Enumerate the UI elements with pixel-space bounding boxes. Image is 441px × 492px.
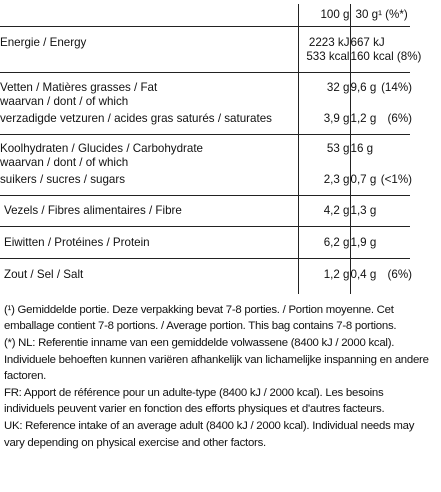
footnote-fr: FR: Apport de référence pour un adulte-type (8400 kJ / 2000 kcal). Les besoins individuels peuvent varier en fonction des efforts physiques et d'autres facteurs.: [4, 387, 385, 416]
protein-30: 1,9 g: [350, 227, 410, 259]
energy-100-kj: 2223 kJ: [308, 36, 350, 49]
fat-of-which-label: waarvan / dont / of which: [0, 95, 129, 108]
fat-label: Vetten / Matières grasses / Fat: [0, 73, 298, 96]
salt-label: Zout / Sel / Salt: [0, 259, 298, 295]
header-100g: 100 g: [298, 4, 350, 27]
fibre-label: Vezels / Fibres alimentaires / Fibre: [0, 196, 298, 227]
fat-30: 9,6 g: [350, 81, 377, 94]
header-row: [0, 4, 410, 27]
salt-30: 0,4 g: [350, 268, 377, 281]
saturates-label: verzadigde vetzuren / acides gras saturés / saturates: [0, 112, 272, 125]
protein-label: Eiwitten / Protéines / Protein: [0, 227, 298, 259]
row-protein: [0, 227, 410, 259]
row-fat: [0, 73, 410, 96]
carbs-30: 16 g: [350, 135, 410, 157]
row-fibre: [0, 196, 410, 227]
saturates-30: 1,2 g: [350, 112, 377, 125]
energy-30-kj: 667 kJ: [350, 36, 385, 49]
saturates-100: 3,9 g: [298, 109, 350, 126]
sugars-label: suikers / sucres / sugars: [0, 173, 125, 186]
protein-100: 6,2 g: [298, 227, 350, 259]
footnote-nl: (*) NL: Referentie inname van een gemiddelde volwassene (8400 kJ / 2000 kcal). Individuele behoeften kunnen variëren afhankelijk van lichamelijke inspanning en andere factoren.: [4, 337, 429, 382]
footnote-portion: (¹) Gemiddelde portie. Deze verpakking bevat 7-8 porties. / Portion moyenne. Cet emballage contient 7-8 portions. / Average portion. This bag contains 7-8 portions.: [4, 304, 397, 333]
nutrition-table: [0, 4, 422, 294]
salt-pct: (6%): [387, 268, 412, 281]
row-salt: [0, 259, 410, 295]
sugars-pct: (<1%): [380, 173, 412, 186]
energy-30-kcal: 160 kcal (8%): [350, 50, 422, 63]
row-fat-of-which: [0, 95, 410, 109]
salt-100: 1,2 g: [298, 259, 350, 295]
saturates-pct: (6%): [387, 112, 412, 125]
footnotes: [4, 302, 436, 452]
fat-100: 32 g: [298, 73, 350, 96]
fat-pct: (14%): [381, 81, 412, 94]
footnote-uk: UK: Reference intake of an average adult (8400 kJ / 2000 kcal). Individual needs may vary depending on physical exercise and other factors.: [4, 420, 415, 449]
sugars-30: 0,7 g: [350, 173, 377, 186]
header-portion: 30 g¹ (%*): [355, 8, 408, 21]
carbs-100: 53 g: [298, 135, 350, 157]
carbs-of-which-label: waarvan / dont / of which: [0, 156, 129, 169]
fibre-100: 4,2 g: [298, 196, 350, 227]
energy-label: Energie / Energy: [0, 27, 298, 65]
row-sugars: [0, 170, 410, 187]
row-carbs: [0, 135, 410, 157]
row-energy: [0, 27, 410, 65]
fibre-30: 1,3 g: [350, 196, 410, 227]
row-carbs-of-which: [0, 156, 410, 170]
row-saturates: [0, 109, 410, 126]
sugars-100: 2,3 g: [298, 170, 350, 187]
energy-100-kcal: 533 kcal: [306, 50, 350, 63]
carbs-label: Koolhydraten / Glucides / Carbohydrate: [0, 135, 298, 157]
